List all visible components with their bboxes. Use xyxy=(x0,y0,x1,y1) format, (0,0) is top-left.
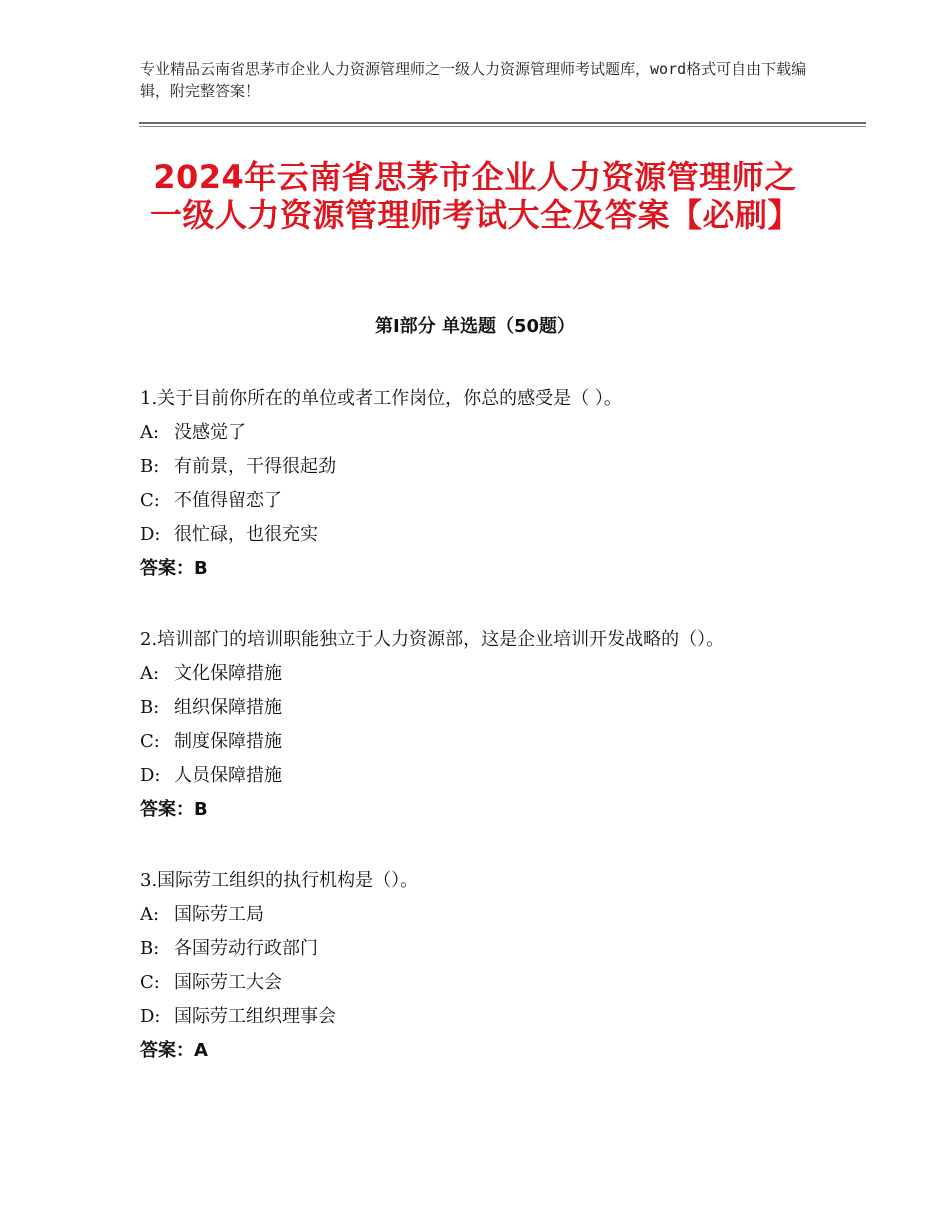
question-stem: 1.关于目前你所在的单位或者工作岗位，你总的感受是（ ）。 xyxy=(140,388,622,409)
option-a xyxy=(140,657,840,691)
option-b xyxy=(140,691,840,725)
option-key: C: xyxy=(140,490,160,511)
question-stem: 3.国际劳工组织的执行机构是（）。 xyxy=(140,870,419,891)
option-key: D: xyxy=(140,524,161,545)
option-text: 不值得留恋了 xyxy=(174,490,282,511)
header-divider-thin xyxy=(139,126,866,127)
option-a xyxy=(140,898,840,932)
option-key: A: xyxy=(140,904,160,925)
option-key: B: xyxy=(140,938,160,959)
option-text: 没感觉了 xyxy=(174,422,246,443)
answer: 答案：A xyxy=(140,1040,208,1061)
option-key: B: xyxy=(140,456,160,477)
header-divider-thick xyxy=(139,122,866,124)
option-text: 各国劳动行政部门 xyxy=(174,938,318,959)
question-3 xyxy=(140,864,840,1068)
option-d xyxy=(140,518,840,552)
option-a xyxy=(140,416,840,450)
question-list xyxy=(140,382,840,1105)
option-key: A: xyxy=(140,422,160,443)
option-text: 国际劳工局 xyxy=(174,904,264,925)
option-text: 很忙碌，也很充实 xyxy=(174,524,318,545)
answer: 答案：B xyxy=(140,799,208,820)
option-c xyxy=(140,725,840,759)
option-key: B: xyxy=(140,697,160,718)
document-title: 2024年云南省思茅市企业人力资源管理师之一级人力资源管理师考试大全及答案【必刷】 xyxy=(149,158,800,234)
question-stem: 2.培训部门的培训职能独立于人力资源部，这是企业培训开发战略的（）。 xyxy=(140,629,725,650)
option-c xyxy=(140,966,840,1000)
option-d xyxy=(140,1000,840,1034)
question-2 xyxy=(140,623,840,827)
option-text: 制度保障措施 xyxy=(174,731,282,752)
option-key: A: xyxy=(140,663,160,684)
option-text: 国际劳工组织理事会 xyxy=(174,1006,336,1027)
option-text: 有前景，干得很起劲 xyxy=(174,456,336,477)
header-note: 专业精品云南省思茅市企业人力资源管理师之一级人力资源管理师考试题库，word格式可自由下载编辑，附完整答案！ xyxy=(140,60,807,100)
option-c xyxy=(140,484,840,518)
answer: 答案：B xyxy=(140,558,208,579)
option-b xyxy=(140,450,840,484)
option-key: D: xyxy=(140,1006,161,1027)
option-key: D: xyxy=(140,765,161,786)
option-text: 国际劳工大会 xyxy=(174,972,282,993)
option-d xyxy=(140,759,840,793)
option-text: 文化保障措施 xyxy=(174,663,282,684)
option-key: C: xyxy=(140,731,160,752)
option-text: 组织保障措施 xyxy=(174,697,282,718)
option-b xyxy=(140,932,840,966)
option-key: C: xyxy=(140,972,160,993)
section-title: 第Ⅰ部分 单选题（50题） xyxy=(374,316,575,337)
question-1 xyxy=(140,382,840,586)
option-text: 人员保障措施 xyxy=(174,765,282,786)
